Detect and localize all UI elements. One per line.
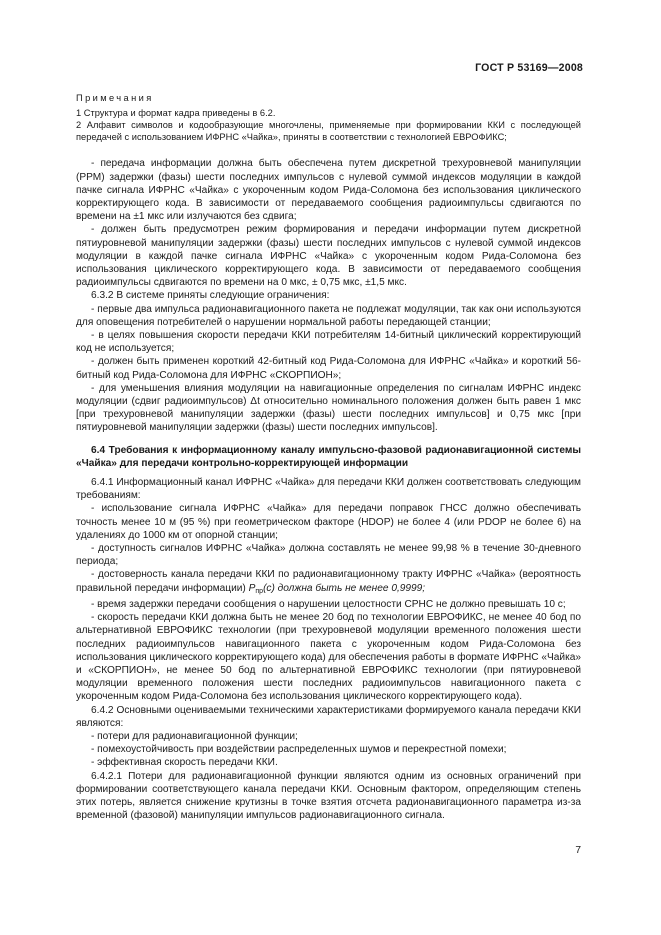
- notes-title: Примечания: [76, 93, 154, 103]
- text-run: - достоверность канала передачи ККИ по радионавигационному тракту ИФРНС «Чайка» (вероятность правильной передачи информации): [76, 569, 581, 594]
- paragraph: - использование сигнала ИФРНС «Чайка» для передачи поправок ГНСС должно обеспечивать точность менее 10 м (95 %) при геометрическом факторе (HDOP) не более 4 (или PDOP не более 6) на удалениях до 1000 км от опорной станции;: [76, 503, 581, 541]
- paragraph: - помехоустойчивость при воздействии распределенных шумов и перекрестной помехи;: [91, 744, 507, 756]
- probability-subscript: пр: [255, 587, 264, 595]
- paragraph: - в целях повышения скорости передачи ККИ потребителям 14-битный циклический корректирующий код не используется;: [76, 330, 581, 355]
- spacer: [76, 435, 581, 444]
- paragraph-probability: [76, 568, 581, 597]
- probability-symbol: P: [248, 582, 256, 594]
- paragraph: - потери для радионавигационной функции;: [91, 730, 298, 742]
- paragraph: 6.4.1 Информационный канал ИФРНС «Чайка» для передачи ККИ должен соответствовать следующим требованиям:: [76, 477, 581, 502]
- note-item-2: 2 Алфавит символов и кодообразующие многочлены, применяемые при формировании ККИ с последующей передачей с использованием ИФРНС «Чайка», приняты в соответствии с технологией ЕВРОФИКС;: [76, 119, 581, 143]
- paragraph: - должен быть применен короткий 42-битный код Рида-Соломона для ИФРНС «Чайка» и короткий 56-битный код Рида-Соломона для ИФРНС «СКОРПИОН»;: [76, 356, 581, 381]
- section-heading: 6.4 Требования к информационному каналу импульсно-фазовой радионавигационной системы «Чайка» для передачи контрольно-корректирующей информации: [76, 444, 581, 469]
- spacer: [76, 143, 581, 157]
- paragraph: - передача информации должна быть обеспечена путем дискретной трехуровневой манипуляции (РРМ) задержки (фазы) шести последних импульсов с нулевой суммой индексов модуляции в каждой пачке сигнала ИФРНС «Чайка» с укороченным кодом Рида-Соломона без использования циклического корректирующего кода. В зависимости от передаваемого сообщения радиоимпульсы сдвигаются по времени на ±1 мкс или излучаются без сдвига;: [76, 158, 581, 223]
- paragraph: - для уменьшения влияния модуляции на навигационные определения по сигналам ИФРНС индекс модуляции (сдвиг радиоимпульсов) Δt относительно номинального положения должен быть равен 1 мкс [при трехуровневой манипуляции задержки (фазы) шести последних импульсов] и 0,75 мкс [при пятиуровневой манипуляции задержки (фазы) шести последних импульсов].: [76, 382, 581, 434]
- document-code-header: ГОСТ Р 53169—2008: [475, 62, 583, 74]
- paragraph: - должен быть предусмотрен режим формирования и передачи информации путем дискретной пятиуровневой манипуляции задержки (фазы) шести последних импульсов с нулевой суммой индексов модуляции в каждой пачке сигнала ИФРНС «Чайка» с укороченным кодом Рида-Соломона без использования циклического корректирующего кода. В зависимости от передаваемого сообщения радиоимпульсы сдвигаются по времени на 0 мкс, ± 0,75 мкс, ±1,5 мкс.: [76, 224, 581, 289]
- page-content: [76, 92, 581, 822]
- page-number: 7: [575, 845, 581, 856]
- paragraph: - доступность сигналов ИФРНС «Чайка» должна составлять не менее 99,98 % в течение 30-дневного периода;: [76, 543, 581, 568]
- paragraph: - время задержки передачи сообщения о нарушении целостности СРНС не должно превышать 10 с;: [91, 598, 566, 610]
- paragraph: 6.4.2 Основными оцениваемыми техническими характеристиками формируемого канала передачи ККИ являются:: [76, 704, 581, 729]
- paragraph: - эффективная скорость передачи ККИ.: [91, 757, 278, 769]
- paragraph: 6.4.2.1 Потери для радионавигационной функции являются одним из основных ограничений при формировании соответствующего канала передачи ККИ. Основным фактором, определяющим степень этих потерь, является снижение крутизны в точке взятия отсчета радионавигационного параметра из-за временной (фазовой) манипуляции импульсов радионавигационного сигнала.: [76, 770, 581, 822]
- text-run: (c) должна быть не менее 0,9999;: [263, 582, 426, 594]
- paragraph: 6.3.2 В системе приняты следующие ограничения:: [91, 290, 330, 302]
- paragraph: - скорость передачи ККИ должна быть не менее 20 бод по технологии ЕВРОФИКС, не менее 40 бод по альтернативной ЕВРОФИКС технологии (при трехуровневой модуляции временного положения шести последних радиоимпульсов навигационного пакета с укороченным кодом Рида-Соломона без использования циклического корректирующего кода) для обеспечения работы в формате ИФРНС «Чайка» и «СКОРПИОН», не менее 50 бод по альтернативной ЕВРОФИКС технологии (при пятиуровневой модуляции временного положения шести последних радиоимпульсов навигационного пакета с укороченным кодом Рида-Соломона без использования циклического корректирующего кода).: [76, 612, 581, 703]
- note-item-1: 1 Структура и формат кадра приведены в 6.2.: [76, 107, 276, 118]
- paragraph: - первые два импульса радионавигационного пакета не подлежат модуляции, так как они используются для оповещения потребителей о нарушении нормальной работы передающей станции;: [76, 303, 581, 328]
